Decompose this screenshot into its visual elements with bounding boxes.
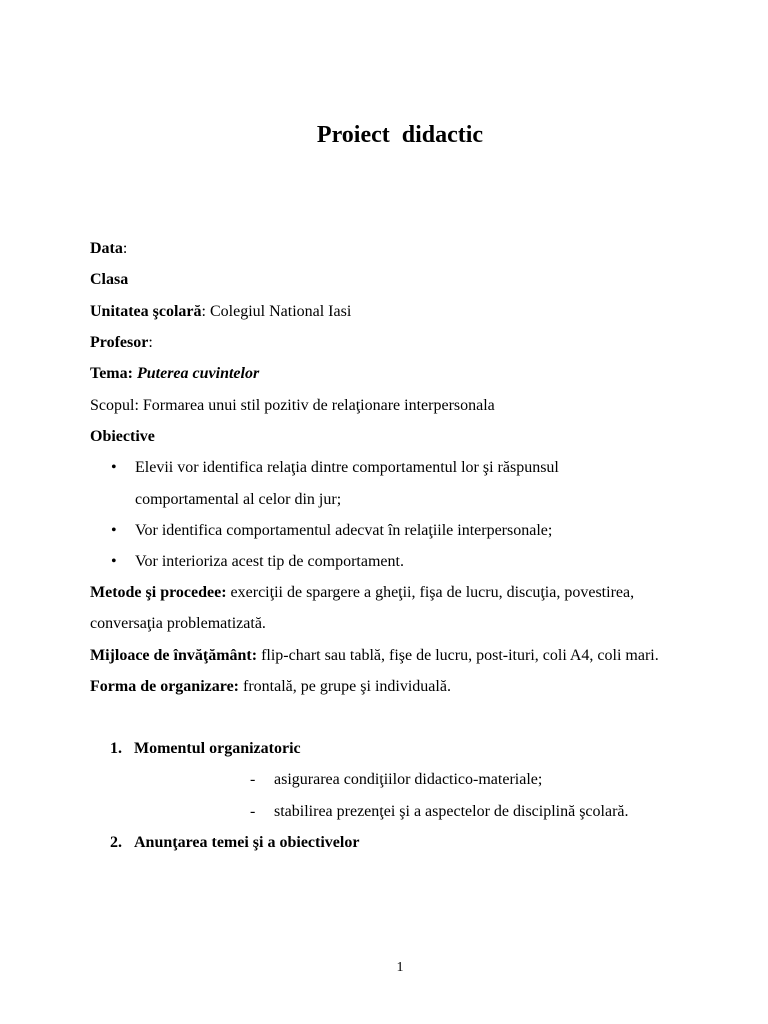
objective-3: Vor interioriza acest tip de comportament. — [135, 553, 404, 570]
field-clasa — [90, 270, 128, 290]
step-1-title: Momentul organizatoric — [134, 740, 301, 757]
unitatea-value: : Colegiul National Iasi — [201, 303, 352, 320]
clasa-label: Clasa — [90, 271, 129, 288]
bullet-1: • — [111, 459, 117, 476]
step-2-title: Anunţarea temei şi a obiectivelor — [134, 834, 360, 851]
step-1-number: 1. — [110, 740, 122, 757]
profesor-colon: : — [148, 334, 153, 351]
field-mijloace — [90, 646, 659, 666]
scopul-text: Scopul: Formarea unui stil pozitiv de relaţionare interpersonala — [90, 397, 495, 414]
mijloace-label: Mijloace de învăţământ: — [90, 647, 258, 664]
obiective-label: Obiective — [90, 428, 155, 445]
document-title: Proiect didactic — [316, 122, 484, 148]
profesor-label: Profesor — [90, 334, 149, 351]
bullet-2: • — [111, 522, 117, 539]
unitatea-label: Unitatea şcolară — [90, 303, 202, 320]
field-forma — [90, 677, 451, 697]
metode-label: Metode şi procedee: — [90, 584, 227, 601]
field-metode — [90, 583, 634, 603]
step-1-sub-1: asigurarea condiţiilor didactico-materiale; — [274, 771, 543, 788]
metode-value-line-2: conversaţia problematizată. — [90, 615, 266, 632]
tema-value: Puterea cuvintelor — [136, 365, 260, 382]
metode-value-line-1: exerciţii de spargere a gheţii, fişa de lucru, discuţia, povestirea, — [226, 584, 635, 601]
field-tema — [90, 364, 259, 384]
dash-2: - — [250, 803, 256, 820]
step-1-sub-2: stabilirea prezenţei şi a aspectelor de disciplină şcolară. — [274, 803, 629, 820]
forma-label: Forma de organizare: — [90, 678, 239, 695]
objective-2: Vor identifica comportamentul adecvat în relaţiile interpersonale; — [135, 522, 553, 539]
forma-value: frontală, pe grupe şi individuală. — [239, 678, 451, 695]
data-label: Data — [90, 240, 123, 257]
objective-1-line-1: Elevii vor identifica relaţia dintre comportamentul lor şi răspunsul — [135, 459, 559, 476]
field-scopul — [90, 396, 495, 416]
step-2-number: 2. — [110, 834, 122, 851]
field-data — [90, 239, 127, 259]
bullet-3: • — [111, 553, 117, 570]
field-obiective — [90, 427, 155, 447]
mijloace-value: flip-chart sau tablă, fişe de lucru, post-ituri, coli A4, coli mari. — [257, 647, 659, 664]
tema-label: Tema: — [90, 365, 137, 382]
data-colon: : — [122, 240, 128, 257]
field-unitatea — [90, 302, 351, 322]
objective-1-line-2: comportamental al celor din jur; — [135, 491, 342, 508]
dash-1: - — [250, 771, 256, 788]
page-number: 1 — [396, 960, 404, 975]
field-profesor — [90, 333, 153, 353]
